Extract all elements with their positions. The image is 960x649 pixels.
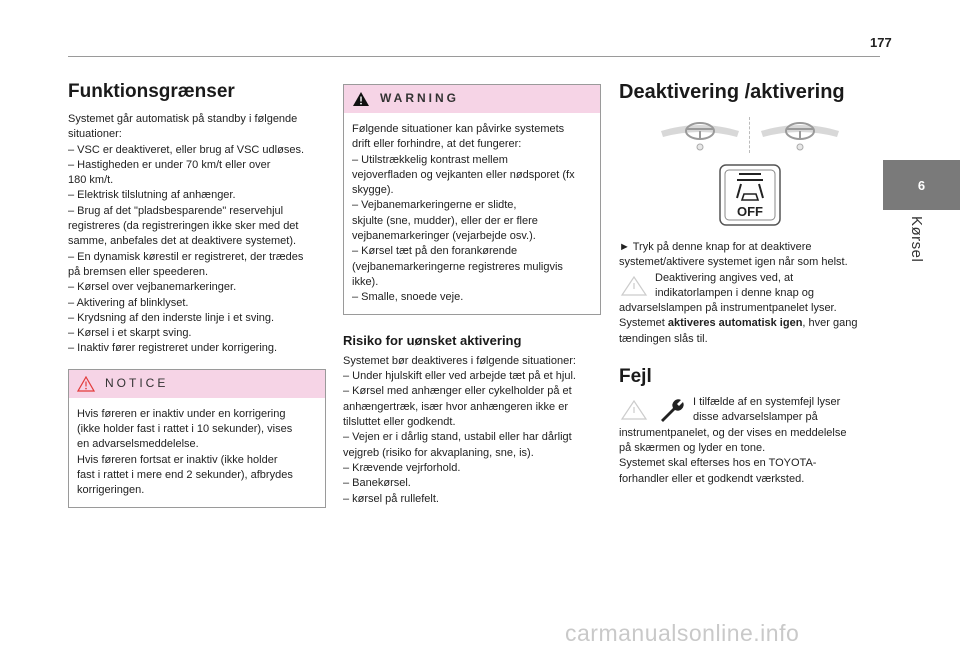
text-line: advarselslampen på instrumentpanelet lyser. — [619, 302, 837, 315]
fault-block — [619, 395, 881, 426]
text-line: skjulte (sne, mudder), eller der er flere — [352, 214, 538, 227]
activation-list — [343, 354, 601, 507]
text-line: disse advarselslamper på — [693, 411, 818, 424]
text-line: – Inaktiv fører registreret under korrigering. — [68, 342, 278, 355]
text-line: I tilfælde af en systemfejl lyser — [693, 396, 841, 409]
wrench-icon — [655, 395, 687, 425]
text-line: – Aktivering af blinklyset. — [68, 296, 189, 309]
text-line: – VSC er deaktiveret, eller brug af VSC udløses. — [68, 143, 304, 156]
fault-continued — [619, 426, 881, 487]
warning-triangle-icon — [352, 91, 370, 107]
text-line: instrumentpanelet, og der vises en meddelelse — [619, 426, 847, 439]
text-line: drift eller forhindre, at det fungerer: — [352, 138, 522, 151]
column-limits — [68, 80, 326, 508]
text-line: Hvis føreren er inaktiv under en korrigering — [77, 407, 286, 420]
auto-bold: aktiveres automatisk igen — [667, 317, 803, 330]
figure-separator — [749, 117, 751, 153]
chapter-label-text: Kørsel — [908, 216, 925, 263]
text-line: Deaktivering angives ved, at — [655, 271, 794, 284]
text-line: – kørsel på rullefelt. — [343, 492, 439, 505]
indicator-continued — [619, 301, 881, 347]
text-line: registreres (da registreringen ikke sker med det — [68, 220, 299, 233]
text-line: på skærmen og lyder en tone. — [619, 441, 766, 454]
text-line: fast i rattet i mere end 2 sekunder), afbrydes — [77, 468, 293, 481]
text-line: tilsluttet eller godkendt. — [343, 416, 456, 429]
notice-label: NOTICE — [105, 376, 169, 391]
section-title-deactivation: Deaktivering /aktivering — [619, 81, 845, 103]
warning-box — [343, 84, 601, 315]
notice-box — [68, 369, 326, 508]
text-line: – Krævende vejrforhold. — [343, 461, 461, 474]
text-line: – Vejbanemarkeringerne er slidte, — [352, 199, 517, 212]
text-line: ► Tryk på denne knap for at deaktivere — [619, 241, 812, 253]
steering-figure — [619, 112, 881, 158]
text-line: (vejbanemarkeringerne registreres muligvis — [352, 260, 563, 273]
notice-header — [69, 370, 325, 398]
text-line: – Utilstrækkelig kontrast mellem — [352, 153, 508, 166]
text-line: – Hastigheden er under 70 km/t eller over — [68, 158, 271, 171]
text-line: vejgreb (risiko for akvaplaning, sne, is). — [343, 446, 534, 459]
chapter-number: 6 — [917, 177, 926, 193]
text-line: Følgende situationer kan påvirke systemets — [352, 123, 565, 135]
section-title-fault: Fejl — [619, 366, 652, 388]
column-warning — [343, 84, 601, 507]
text-line: forhandler eller et godkendt værksted. — [619, 472, 805, 485]
off-label: OFF — [737, 204, 763, 219]
info-triangle-icon — [619, 274, 649, 298]
text-line: tændingen slås til. — [619, 332, 708, 345]
text-line: systemet/aktivere systemet igen når som helst. — [619, 256, 848, 269]
info-triangle-icon — [619, 398, 649, 422]
text-line: 180 km/t. — [68, 174, 114, 187]
chapter-label — [908, 216, 928, 286]
text-line: situationer: — [68, 128, 122, 141]
auto-pre: Systemet — [619, 317, 668, 330]
column-deactivation — [619, 80, 881, 487]
page-number: 177 — [870, 35, 892, 50]
indicator-block — [619, 271, 881, 302]
text-line: – Kørsel i et skarpt sving. — [68, 327, 192, 340]
text-line: samme, anbefales det at deaktivere systemet). — [68, 235, 297, 248]
steering-wheel-left-icon — [659, 117, 741, 153]
text-line: indikatorlampen i denne knap og — [655, 286, 815, 299]
text-line: – En dynamisk kørestil er registreret, der trædes — [68, 250, 304, 263]
text-line: en advarselsmeddelelse. — [77, 438, 199, 451]
subtitle-unwanted-activation: Risiko for uønsket aktivering — [343, 332, 522, 348]
instruction-text — [619, 240, 881, 271]
text-line: ikke). — [352, 275, 379, 288]
limits-list — [68, 112, 326, 357]
text-line: korrigeringen. — [77, 484, 145, 497]
text-line: Hvis føreren fortsat er inaktiv (ikke holder — [77, 453, 278, 466]
text-line: – Under hjulskift eller ved arbejde tæt på et hjul. — [343, 370, 576, 383]
text-line: – Krydsning af den inderste linje i et sving. — [68, 311, 275, 324]
warning-triangle-icon — [77, 376, 95, 392]
text-line: – Vejen er i dårlig stand, ustabil eller har dårligt — [343, 431, 572, 444]
text-line — [619, 316, 881, 331]
section-title-limits: Funktionsgrænser — [68, 81, 235, 102]
top-rule — [68, 56, 880, 57]
text-line: – Kørsel over vejbanemarkeringer. — [68, 281, 237, 294]
text-line: – Kørsel tæt på den forankørende — [352, 245, 518, 258]
text-line: (ikke holder fast i rattet i 10 sekunder), vises — [77, 423, 293, 436]
lane-assist-off-button[interactable] — [719, 164, 781, 226]
warning-body — [344, 113, 600, 314]
watermark: carmanualsonline.info — [565, 620, 800, 646]
text-line: – Brug af det "pladsbesparende" reservehjul — [68, 204, 284, 217]
text-line: – Kørsel med anhænger eller cykelholder på et — [343, 385, 572, 398]
text-line: – Elektrisk tilslutning af anhænger. — [68, 189, 236, 202]
chapter-tab[interactable] — [883, 160, 960, 210]
auto-post: , hver gang — [802, 317, 858, 330]
warning-header — [344, 85, 600, 113]
warning-label: WARNING — [380, 91, 459, 106]
text-line: vejbanemarkeringer (vejarbejde osv.). — [352, 230, 536, 243]
steering-wheel-right-icon — [759, 117, 841, 153]
text-line: på bremsen eller speederen. — [68, 265, 209, 278]
text-line: anhængertræk, især hvor anhængeren ikke er — [343, 400, 569, 413]
text-line: – Smalle, snoede veje. — [352, 291, 464, 304]
text-line: vejoverfladen og vejkanten eller nødsporet (fx — [352, 168, 575, 181]
text-line: Systemet bør deaktiveres i følgende situationer: — [343, 354, 576, 367]
text-line: skygge). — [352, 184, 394, 197]
text-line: Systemet går automatisk på standby i følgende — [68, 113, 298, 125]
text-line: – Banekørsel. — [343, 477, 411, 490]
notice-body — [69, 398, 325, 507]
text-line: Systemet skal efterses hos en TOYOTA- — [619, 457, 817, 470]
